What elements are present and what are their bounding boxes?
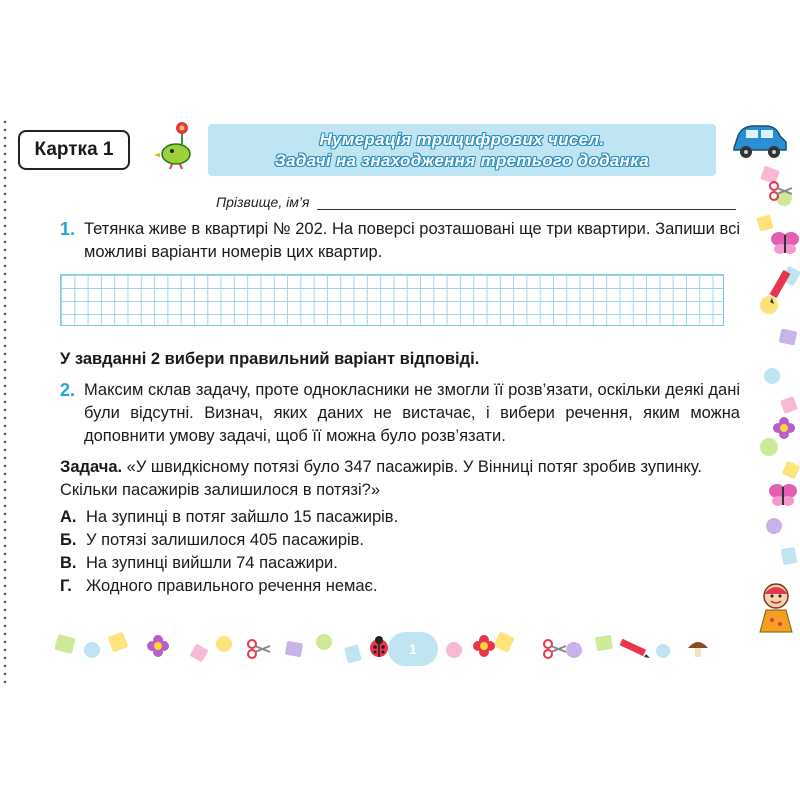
option-letter: В. — [60, 554, 77, 572]
option-letter: А. — [60, 508, 77, 526]
binding-dots — [2, 118, 8, 688]
task-1 — [60, 218, 740, 264]
answer-grid[interactable] — [60, 274, 724, 326]
name-line[interactable] — [317, 196, 736, 210]
task-1-number: 1. — [60, 219, 76, 239]
title-line-1: Нумерація трицифрових чисел. — [319, 130, 605, 149]
option-letter: Г. — [60, 577, 72, 595]
flower-icon — [146, 634, 170, 658]
problem — [60, 456, 740, 502]
option-letter: Б. — [60, 531, 77, 549]
name-row — [216, 190, 736, 210]
mushroom-icon — [686, 636, 710, 660]
problem-label: Задача. — [60, 458, 123, 476]
option-text: На зупинці в потяг зайшло 15 пасажирів. — [86, 508, 399, 526]
name-label: Прізвище, ім’я — [216, 194, 310, 210]
girl-icon — [754, 582, 798, 638]
flower-icon — [472, 634, 496, 658]
scissors-icon — [246, 638, 272, 660]
butterfly-icon — [770, 230, 800, 256]
option-v[interactable] — [60, 552, 740, 575]
card-label: Картка 1 — [18, 130, 130, 170]
task-2-number: 2. — [60, 380, 76, 400]
task-2 — [60, 379, 740, 448]
pencil-icon — [616, 632, 652, 662]
task-2-text: Максим склав задачу, проте однокласники не змогли її розв’язати, оскільки деякі дані були відсутні. Визнач, яких даних не вистачає, і вибери речення, яким можна доповнити умову задачі, щоб її можна було розв’язати. — [84, 381, 740, 445]
option-b[interactable] — [60, 529, 740, 552]
problem-text: «У швидкісному потязі було 347 пасажирів. У Вінниці потяг зробив зупинку. Скільки пасажирів залишилося в потязі?» — [60, 458, 702, 499]
worksheet-page — [16, 118, 800, 690]
options-list — [60, 506, 740, 598]
bird-icon — [152, 120, 204, 170]
pencil-icon — [766, 268, 796, 308]
scissors-icon — [542, 638, 568, 660]
title-banner — [208, 124, 716, 176]
right-decoration — [754, 118, 800, 638]
option-text: На зупинці вийшли 74 пасажири. — [86, 554, 338, 572]
title-line-2: Задачі на знаходження третього доданка — [274, 151, 650, 170]
ladybug-icon — [368, 636, 390, 658]
option-text: У потязі залишилося 405 пасажирів. — [86, 531, 365, 549]
option-h[interactable] — [60, 575, 740, 598]
page-number-badge: 1 — [388, 632, 438, 666]
flower-icon — [772, 416, 796, 440]
section-2-heading: У завданні 2 вибери правильний варіант відповіді. — [60, 350, 480, 368]
option-a[interactable] — [60, 506, 740, 529]
butterfly-icon — [768, 482, 798, 508]
content — [60, 218, 740, 598]
scissors-icon — [768, 180, 794, 202]
task-1-text: Тетянка живе в квартирі № 202. На поверсі розташовані ще три квартири. Запиши всі можливі варіанти номерів цих квартир. — [84, 220, 740, 261]
option-text: Жодного правильного речення немає. — [86, 577, 378, 595]
